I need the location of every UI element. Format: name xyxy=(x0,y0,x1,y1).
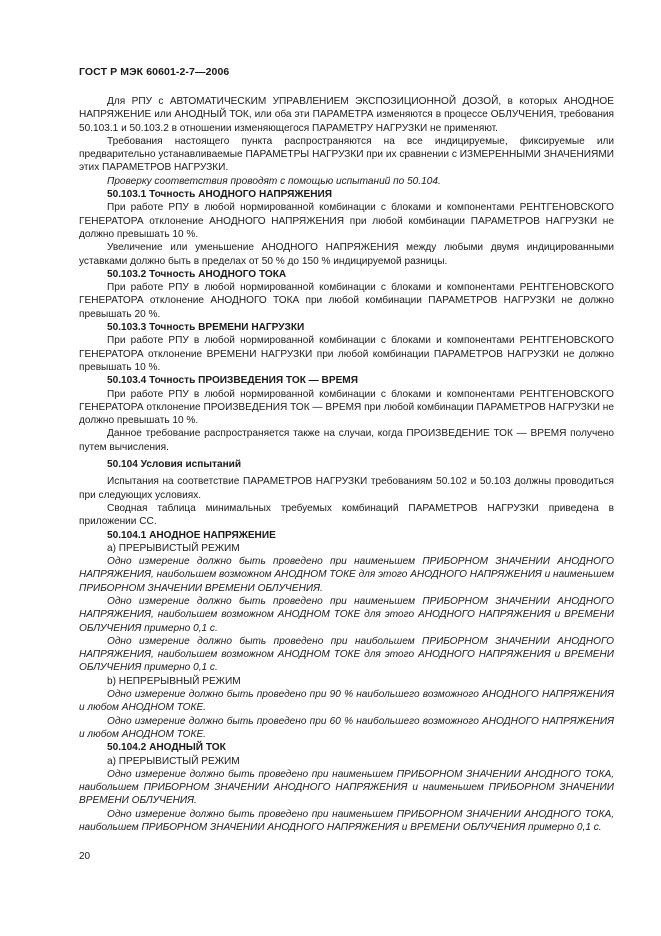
paragraph: Одно измерение должно быть проведено при наименьшем ПРИБОРНОМ ЗНАЧЕНИИ АНОДНОГО ТОКА, наибольшем ПРИБОРНОМ ЗНАЧЕНИИ АНОДНОГО НАПРЯЖЕНИЯ и ВРЕМЕНИ ОБЛУЧЕНИЯ примерно 0,1 с. xyxy=(79,808,614,834)
paragraph: Одно измерение должно быть проведено при наибольшем ПРИБОРНОМ ЗНАЧЕНИИ АНОДНОГО НАПРЯЖЕНИЯ, наибольшем возможном АНОДНОМ ТОКЕ для этого АНОДНОГО НАПРЯЖЕНИЯ и ВРЕМЕНИ ОБЛУЧЕНИЯ примерно 0,1 с. xyxy=(79,635,614,674)
paragraph: Испытания на соответствие ПАРАМЕТРОВ НАГРУЗКИ требованиям 50.102 и 50.103 должны проводиться при следующих условиях. xyxy=(79,476,614,501)
section-heading: 50.104.1 АНОДНОЕ НАПРЯЖЕНИЕ xyxy=(107,529,276,541)
paragraph: Одно измерение должно быть проведено при 60 % наибольшего возможного АНОДНОГО НАПРЯЖЕНИЯ и любом АНОДНОМ ТОКЕ. xyxy=(79,715,614,740)
document-header: ГОСТ Р МЭК 60601-2-7—2006 xyxy=(79,66,230,78)
paragraph: b) НЕПРЕРЫВНЫЙ РЕЖИМ xyxy=(107,675,241,687)
paragraph: Увеличение или уменьшение АНОДНОГО НАПРЯЖЕНИЯ между любыми двумя индицированными уставками должно быть в пределах от 50 % до 150 % индицируемой разницы. xyxy=(79,242,614,267)
paragraph: Для РПУ с АВТОМАТИЧЕСКИМ УПРАВЛЕНИЕМ ЭКСПОЗИЦИОННОЙ ДОЗОЙ, в которых АНОДНОЕ НАПРЯЖЕНИЕ или АНОДНЫЙ ТОК, или оба эти ПАРАМЕТРА изменяются в процессе ОБЛУЧЕНИЯ, требования 50.103.1 и 50.103.2 в отношении изменяющегося ПАРАМЕТРУ НАГРУЗКИ не применяют. xyxy=(79,96,614,134)
section-heading: 50.103.3 Точность ВРЕМЕНИ НАГРУЗКИ xyxy=(107,322,305,334)
paragraph: При работе РПУ в любой нормированной комбинации с блоками и компонентами РЕНТГЕНОВСКОГО ГЕНЕРАТОРА отклонение АНОДНОГО НАПРЯЖЕНИЯ при любой комбинации ПАРАМЕТРОВ НАГРУЗКИ не должно превышать 10 %. xyxy=(79,202,614,240)
paragraph: Проверку соответствия проводят с помощью испытаний по 50.104. xyxy=(107,175,441,187)
paragraph: Одно измерение должно быть проведено при 90 % наибольшего возможного АНОДНОГО НАПРЯЖЕНИЯ и любом АНОДНОМ ТОКЕ. xyxy=(79,689,614,714)
section-heading: 50.104.2 АНОДНЫЙ ТОК xyxy=(107,742,226,754)
paragraph: а) ПРЕРЫВИСТЫЙ РЕЖИМ xyxy=(107,755,240,767)
section-heading: 50.103.4 Точность ПРОИЗВЕДЕНИЯ ТОК — ВРЕМЯ xyxy=(107,375,358,387)
paragraph: При работе РПУ в любой нормированной комбинации с блоками и компонентами РЕНТГЕНОВСКОГО ГЕНЕРАТОРА отклонение АНОДНОГО ТОКА при любой комбинации ПАРАМЕТРОВ НАГРУЗКИ не должно превышать 20 %. xyxy=(79,282,614,320)
paragraph: Одно измерение должно быть проведено при наименьшем ПРИБОРНОМ ЗНАЧЕНИИ АНОДНОГО НАПРЯЖЕНИЯ, наибольшем возможном АНОДНОМ ТОКЕ для этого АНОДНОГО НАПРЯЖЕНИЯ и наименьшем ПРИБОРНОМ ЗНАЧЕНИИ ВРЕМЕНИ ОБЛУЧЕНИЯ. xyxy=(79,556,614,594)
paragraph: Одно измерение должно быть проведено при наименьшем ПРИБОРНОМ ЗНАЧЕНИИ АНОДНОГО НАПРЯЖЕНИЯ, наибольшем возможном АНОДНОМ ТОКЕ для этого АНОДНОГО НАПРЯЖЕНИЯ и ВРЕМЕНИ ОБЛУЧЕНИЯ примерно 0,1 с. xyxy=(79,595,614,634)
section-heading: 50.104 Условия испытаний xyxy=(107,459,242,471)
section-heading: 50.103.2 Точность АНОДНОГО ТОКА xyxy=(107,268,287,280)
paragraph: Сводная таблица минимальных требуемых комбинаций ПАРАМЕТРОВ НАГРУЗКИ приведена в приложении СС. xyxy=(79,502,614,528)
document-body xyxy=(79,95,614,834)
paragraph: а) ПРЕРЫВИСТЫЙ РЕЖИМ xyxy=(107,542,240,554)
page-number: 20 xyxy=(79,851,91,862)
paragraph: При работе РПУ в любой нормированной комбинации с блоками и компонентами РЕНТГЕНОВСКОГО ГЕНЕРАТОРА отклонение ПРОИЗВЕДЕНИЯ ТОК — ВРЕМЯ при любой комбинации ПАРАМЕТРОВ НАГРУЗКИ не должно превышать 10 %. xyxy=(79,388,614,427)
paragraph: Требования настоящего пункта распространяются на все индицируемые, фиксируемые или предварительно устанавливаемые ПАРАМЕТРЫ НАГРУЗКИ при их сравнении с ИЗМЕРЕННЫМИ ЗНАЧЕНИЯМИ этих ПАРАМЕТРОВ НАГРУЗКИ. xyxy=(79,135,614,174)
paragraph: При работе РПУ в любой нормированной комбинации с блоками и компонентами РЕНТГЕНОВСКОГО ГЕНЕРАТОРА отклонение ВРЕМЕНИ НАГРУЗКИ при любой комбинации ПАРАМЕТРОВ НАГРУЗКИ не должно превышать 10 %. xyxy=(79,335,614,373)
paragraph: Данное требование распространяется также на случаи, когда ПРОИЗВЕДЕНИЕ ТОК — ВРЕМЯ получено путем вычисления. xyxy=(79,428,614,453)
section-heading: 50.103.1 Точность АНОДНОГО НАПРЯЖЕНИЯ xyxy=(107,189,333,201)
paragraph: Одно измерение должно быть проведено при наименьшем ПРИБОРНОМ ЗНАЧЕНИИ АНОДНОГО ТОКА, наибольшем ПРИБОРНОМ ЗНАЧЕНИИ АНОДНОГО НАПРЯЖЕНИЯ и наименьшем ПРИБОРНОМ ЗНАЧЕНИИ ВРЕМЕНИ ОБЛУЧЕНИЯ. xyxy=(79,768,614,807)
